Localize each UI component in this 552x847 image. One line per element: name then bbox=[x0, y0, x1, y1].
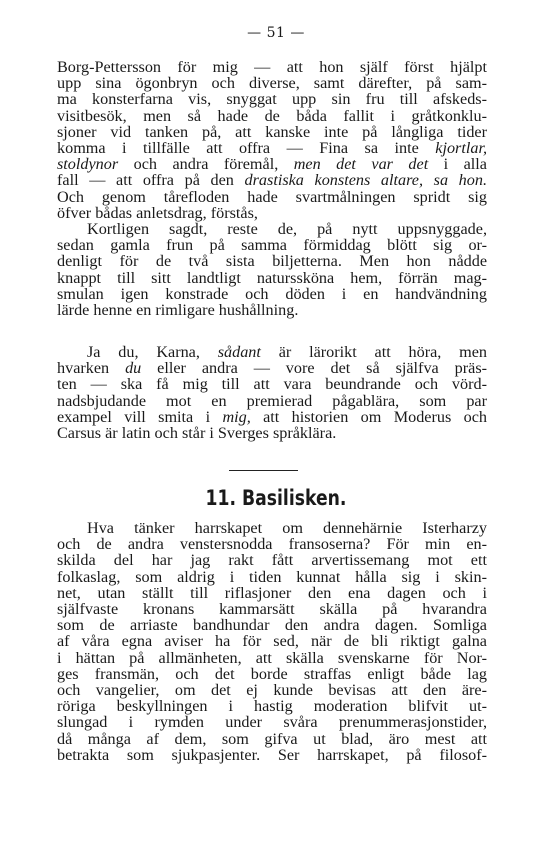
italic-phrase: drastiska konstens altare, sa hon. bbox=[244, 171, 487, 190]
text-line: som de arriaste bandhundar den andra dagen. Somliga bbox=[57, 616, 487, 635]
text-line: ten — ska få mig till att vara beundrande och vörd- bbox=[57, 375, 487, 394]
text-line: röriga beskyllningen i hastig moderation blifvit ut- bbox=[57, 697, 487, 716]
chapter-title: Basilisken. bbox=[242, 486, 347, 510]
text-line: ma konsterfarna vis, snyggat upp sin fru till afskeds- bbox=[57, 90, 487, 109]
text-line: Och genom tårefloden hade svartmålningen spridt sig bbox=[57, 187, 487, 206]
text-line: nadsbjudande mot en premierad pågablära, som par bbox=[57, 391, 487, 410]
paragraph-group-3 bbox=[57, 520, 487, 763]
text-line-with-italic: stoldynor och andra föremål, men det var det i alla bbox=[57, 155, 487, 174]
text-line: lärde henne en rimligare hushållning. bbox=[57, 301, 299, 320]
section-divider bbox=[229, 470, 298, 471]
text-line-with-italic: hvarken du eller andra — vore det så själfva präs- bbox=[57, 359, 488, 378]
text-line: och vangelier, om det ej kunde bevisas att den äre- bbox=[57, 681, 487, 700]
text-line: af våra egna aviser ha för sed, när de bli riktigt galna bbox=[57, 632, 487, 651]
text-line: Carsus är latin och står i Sverges språklära. bbox=[57, 424, 337, 443]
text-line: upp sina ögonbryn och diverse, samt därefter, på sam- bbox=[57, 74, 487, 93]
text-line: skilda del har jag rakt fått arvertissemang mot ett bbox=[57, 551, 487, 570]
chapter-heading bbox=[50, 486, 503, 510]
italic-phrase: men det var det bbox=[293, 155, 429, 174]
text-line: smulan igen konstrade och döden i en handvändning bbox=[57, 284, 487, 303]
text-line: sedan gamla frun på samma förmiddag blött sig or- bbox=[57, 236, 487, 255]
text-line: denligt för de två sista biljetterna. Men hon nådde bbox=[57, 252, 487, 271]
text-line-with-italic: Ja du, Karna, sådant är lärorikt att höra, men bbox=[87, 343, 487, 361]
text-line: och de andra venstersnodda fransoserna? För min en- bbox=[57, 535, 487, 554]
text-line: folkaslag, som aldrig i tiden kunnat hålla sig i skin- bbox=[57, 567, 487, 586]
italic-phrase: stoldynor bbox=[57, 155, 119, 174]
text-line: då många af dem, som gifva ut blad, äro mest att bbox=[57, 729, 487, 748]
text-line: visitbesök, men så hade de båda fallit i gråtkonklu- bbox=[57, 106, 487, 125]
text-line: knappt till sitt landtligt naturssköna hem, förrän mag- bbox=[57, 268, 487, 287]
italic-phrase: kjortlar, bbox=[435, 139, 487, 158]
text-line: Kortligen sagdt, reste de, på nytt uppsnyggade, bbox=[87, 220, 487, 239]
text-line: slungad i rymden under svåra prenummerasjonstider, bbox=[57, 713, 487, 732]
paragraph-group-1 bbox=[57, 59, 487, 318]
text-line: öfver bådas anletsdrag, förstås, bbox=[57, 203, 258, 222]
text-line: Borg-Pettersson för mig — att hon själf först hjälpt bbox=[57, 58, 487, 76]
text-line: betrakta som sjukpasjenter. Ser harrskapet, på filosof- bbox=[57, 745, 487, 764]
text-line-with-italic: exampel vill smita i mig, att historien om Moderus och bbox=[57, 407, 488, 426]
italic-phrase: du bbox=[125, 359, 142, 378]
chapter-number: 11. bbox=[205, 486, 237, 510]
text-line: Hva tänker harrskapet om dennehärnie Isterharzy bbox=[87, 519, 487, 537]
text-line: sjoner vid tanken på, att kanske inte på långliga tider bbox=[57, 122, 487, 141]
text-line: net, utan ställt till riflasjoner den ena dagen och i bbox=[57, 583, 487, 602]
paragraph-group-2 bbox=[57, 344, 487, 441]
italic-phrase: mig, bbox=[222, 407, 251, 426]
page-number: — 51 — bbox=[247, 25, 305, 41]
text-line-with-italic: fall — att offra på den drastiska konstens altare, sa hon. bbox=[57, 171, 487, 190]
italic-phrase: sådant bbox=[217, 343, 261, 361]
text-line: ges fransmän, och det borde straffas enligt både lag bbox=[57, 664, 487, 683]
text-line-with-italic: komma i tillfälle att offra — Fina sa inte kjortlar, bbox=[57, 139, 487, 158]
text-line: i hättan på allmänheten, att skälla svenskarne för Nor- bbox=[57, 648, 487, 667]
text-line: själfvaste kronans kammarsätt skälla på hvarandra bbox=[57, 600, 487, 619]
